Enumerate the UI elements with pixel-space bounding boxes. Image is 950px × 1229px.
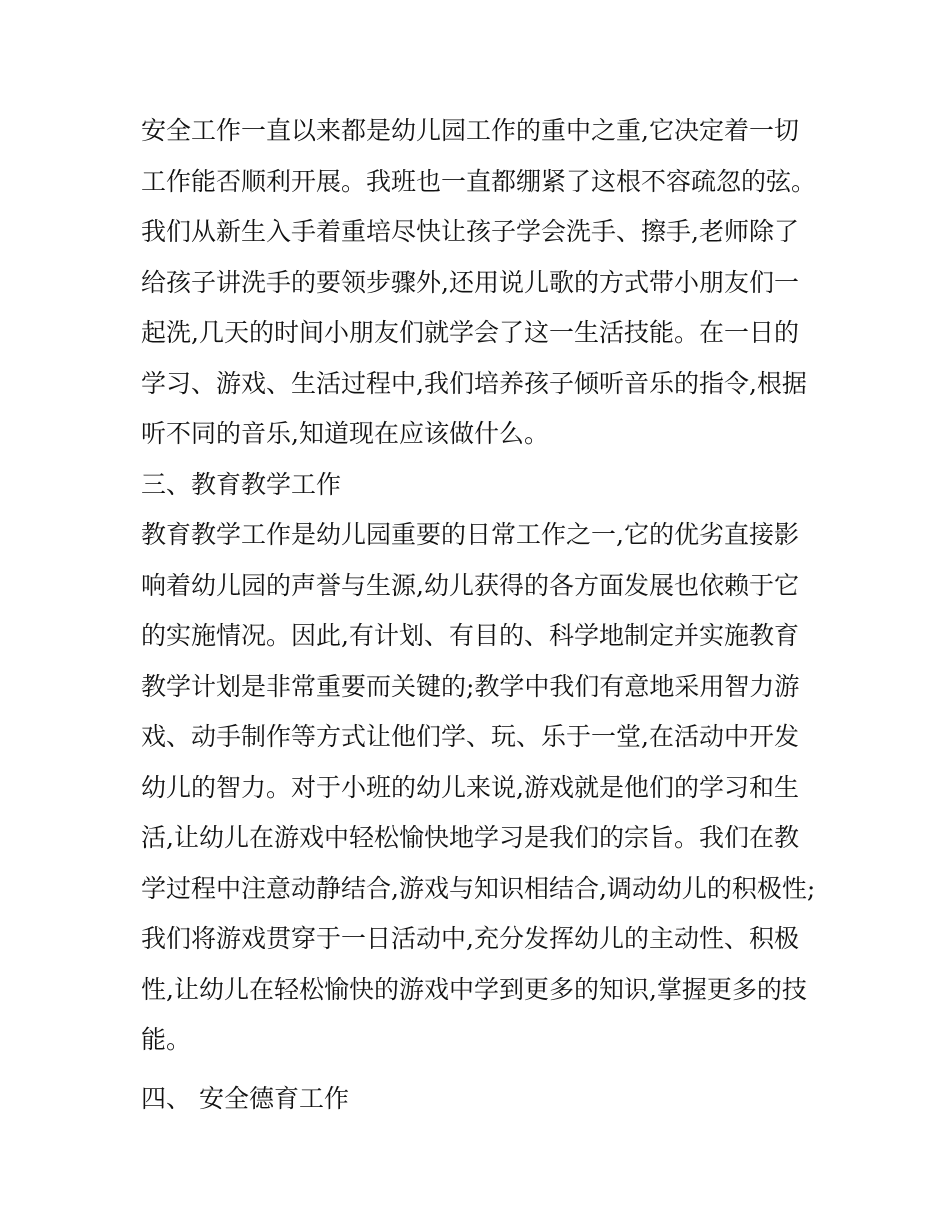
paragraph-safety [141, 106, 821, 460]
text-line: 性,让幼儿在轻松愉快的游戏中学到更多的知识,掌握更多的技 [141, 974, 807, 1004]
text-line: 能。 [141, 1025, 192, 1054]
document-body [141, 106, 821, 1124]
text-line: 工作能否顺利开展。我班也一直都绷紧了这根不容疏忽的弦。 [141, 166, 817, 196]
section-heading-education: 三、教育教学工作 [141, 469, 342, 499]
text-line: 我们从新生入手着重培尽快让孩子学会洗手、擦手,老师除了 [141, 217, 799, 246]
text-line: 响着幼儿园的声誉与生源,幼儿获得的各方面发展也依赖于它 [141, 570, 799, 600]
text-line: 教育教学工作是幼儿园重要的日常工作之一,它的优劣直接影 [141, 520, 799, 549]
text-line: 起洗,几天的时间小朋友们就学会了这一生活技能。在一日的 [141, 318, 799, 347]
text-line: 学习、游戏、生活过程中,我们培养孩子倾听音乐的指令,根据 [141, 368, 807, 398]
text-line: 学过程中注意动静结合,游戏与知识相结合,调动幼儿的积极性; [141, 873, 816, 903]
text-line: 活,让幼儿在游戏中轻松愉快地学习是我们的宗旨。我们在教 [141, 823, 799, 852]
text-line: 听不同的音乐,知道现在应该做什么。 [141, 419, 549, 448]
text-line: 幼儿的智力。对于小班的幼儿来说,游戏就是他们的学习和生 [141, 772, 799, 802]
text-line: 戏、动手制作等方式让他们学、玩、乐于一堂,在活动中开发 [141, 722, 799, 751]
paragraph-education [141, 510, 821, 1066]
section-heading-safety-moral: 四、 安全德育工作 [141, 1083, 349, 1113]
text-line: 安全工作一直以来都是幼儿园工作的重中之重,它决定着一切 [141, 116, 799, 145]
text-line: 给孩子讲洗手的要领步骤外,还用说儿歌的方式带小朋友们一 [141, 267, 799, 297]
spacer [141, 1066, 821, 1074]
text-line: 我们将游戏贯穿于一日活动中,充分发挥幼儿的主动性、积极 [141, 924, 799, 953]
text-line: 的实施情况。因此,有计划、有目的、科学地制定并实施教育 [141, 621, 799, 650]
text-line: 教学计划是非常重要而关键的;教学中我们有意地采用智力游 [141, 671, 800, 701]
